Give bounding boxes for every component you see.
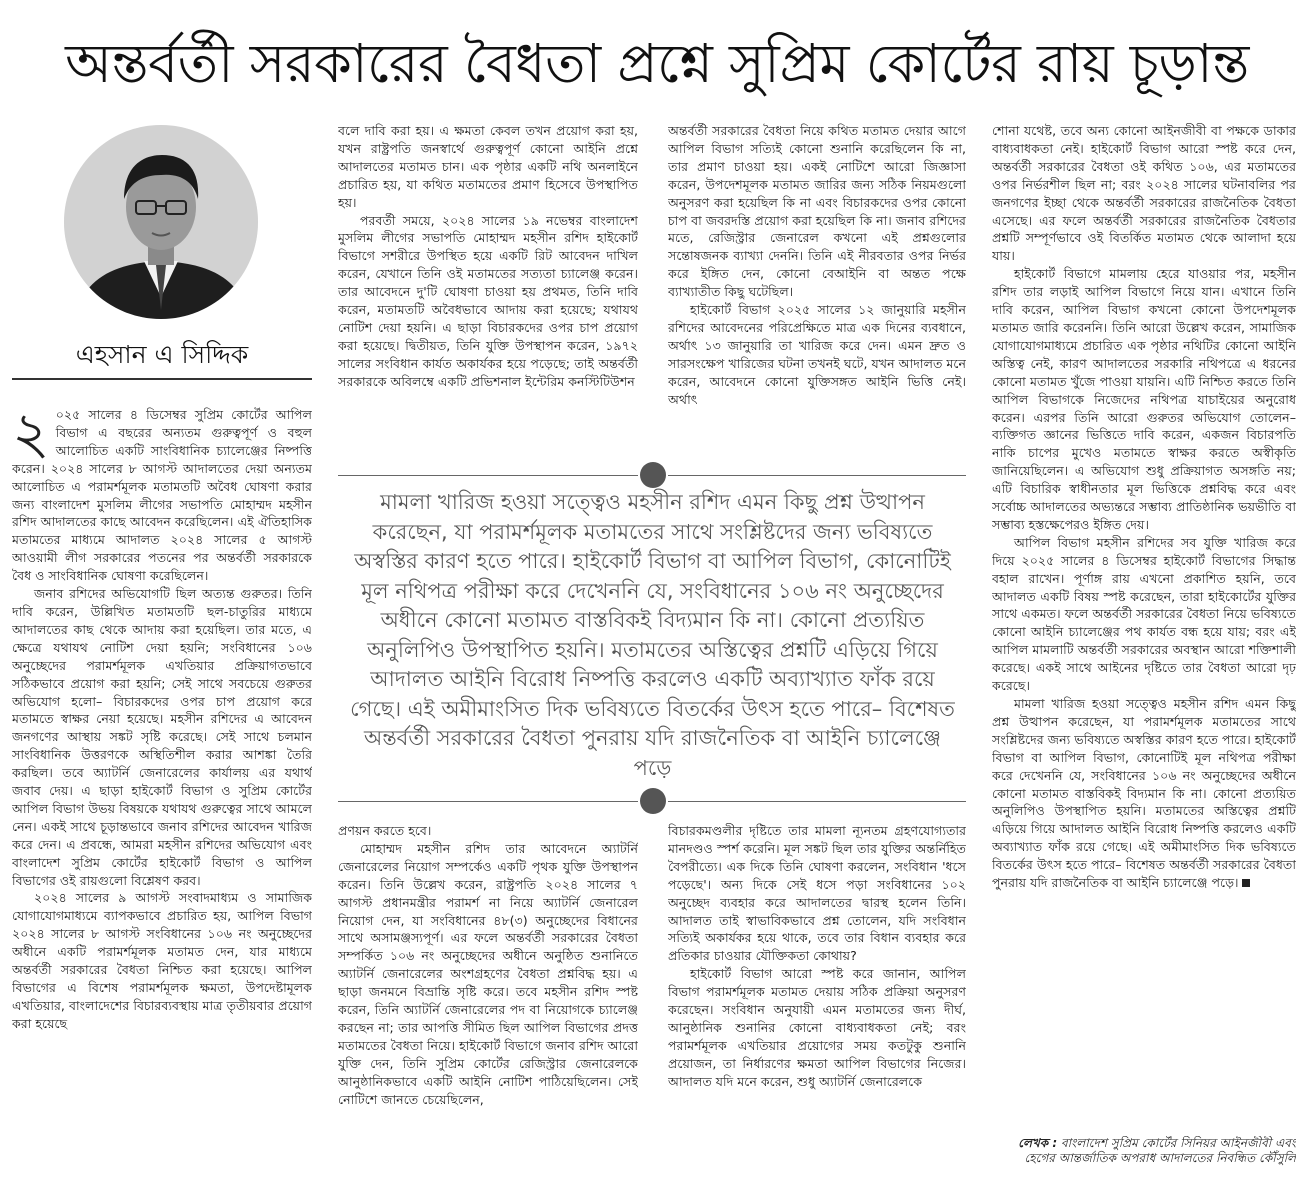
paragraph: পরবর্তী সময়ে, ২০২৪ সালের ১৯ নভেম্বর বাংলাদেশ মুসলিম লীগের সভাপতি মোহাম্মদ মহসীন রশিদ হাইকোর্ট বিভাগে সশরীরে উপস্থিত হয়ে একটি রিট আবেদন দাখিল করেন, যেখানে তিনি ওই মতামতের সত্যতা চ্যালেঞ্জ করেন। তার আবেদনে দু'টি ঘোষণা চাওয়া হয় প্রথমত, তিনি দাবি করেন, মতামতটি অবৈধভাবে আদায় করা হয়েছে; যথাযথ নোটিশ দেয়া হয়নি। এ ছাড়া বিচারকদের ওপর চাপ প্রয়োগ করা হয়েছে। দ্বিতীয়ত, তিনি যুক্তি উপস্থাপন করেন, ১৯৭২ সালের সংবিধান কার্যত অকার্যকর হয়ে পড়েছে; তাই অন্তর্বর্তী সরকারকে অবিলম্বে একটি প্রভিশনাল ইন্টেরিম কনস্টিটিউশন (338, 212, 638, 389)
paragraph: হাইকোর্ট বিভাগে মামলায় হেরে যাওয়ার পর, মহসীন রশিদ তার লড়াই আপিল বিভাগে নিয়ে যান। এখানে তিনি দাবি করেন, আপিল বিভাগ কখনো কোনো উপদেশমূলক মতামত জারি করেননি। তিনি আরো উল্লেখ করেন, সামাজিক যোগাযোগমাধ্যমে প্রচারিত এক পৃষ্ঠার নথিটির কোনো আইনি অস্তিত্ব নেই, কারণ আদালতের সরকারি নথিপত্রে এ ধরনের কোনো মতামত খুঁজে পাওয়া যায়নি। এটি নিশ্চিত করতে তিনি আপিল বিভাগকে নিজেদের নথিপত্র যাচাইয়ের অনুরোধ করেন। এরপর তিনি আরো গুরুতর অভিযোগ তোলেন– ব্যক্তিগত জ্ঞানের ভিত্তিতে দাবি করেন, একজন বিচারপতি নাকি চাপের মুখেও মতামতে স্বাক্ষর করতে অস্বীকৃতি জানিয়েছিলেন। এ অভিযোগ শুধু প্রক্রিয়াগত অসঙ্গতি নয়; এটি বিচারিক স্বাধীনতার মূল ভিত্তিকে প্রশ্নবিদ্ধ করে এবং সর্বোচ্চ আদালতের অভ্যন্তরে সম্ভাব্য প্রাতিষ্ঠানিক ভয়ভীতি বা সম্ভাব্য হস্তক্ষেপেরও ইঙ্গিত দেয়। (992, 266, 1296, 532)
paragraph-text: ০২৫ সালের ৪ ডিসেম্বর সুপ্রিম কোর্টের আপিল বিভাগ এ বছরের অন্যতম গুরুত্বপূর্ণ ও বহুল আলোচিত একটি সাংবিধানিক চ্যালেঞ্জের নিষ্পত্তি করেন। ২০২৪ সালের ৮ আগস্ট আদালতের দেয়া অন্যতম আলোচিত এ পরামর্শমূলক মতামতটি অবৈধ ঘোষণা করার জন্য বাংলাদেশ মুসলিম লীগের সভাপতি মোহাম্মদ মহসীন রশিদ আদালতের কাছে আবেদন করেছিলেন। এই ঐতিহাসিক মতামতের মাধ্যমে আদালত ২০২৪ সালের ৫ আগস্ট আওয়ামী লীগ সরকারের পতনের পর অন্তর্বর্তী সরকারকে বৈধ ও সাংবিধানিক ঘোষণা করেছিলেন। (12, 407, 312, 584)
paragraph: বলে দাবি করা হয়। এ ক্ষমতা কেবল তখন প্রয়োগ করা হয়, যখন রাষ্ট্রপতি জনস্বার্থে গুরুত্বপূর্ণ কোনো আইনি প্রশ্নে আদালতের মতামত চান। এক পৃষ্ঠার একটি নথি অনলাইনে প্রচারিত হয়, যা কথিত মতামতের প্রমাণ হিসেবে উপস্থাপিত হয়। (338, 123, 638, 210)
author-byline: এহসান এ সিদ্দিক (75, 340, 249, 369)
article-column-2-top (338, 122, 638, 457)
paragraph: প্রণয়ন করতে হবে। (338, 823, 432, 838)
author-note-text: বাংলাদেশ সুপ্রিম কোর্টের সিনিয়র আইনজীবী এবং হেগের আন্তর্জাতিক অপরাধ আদালতের নিবন্ধিত কৌঁসুলি (1024, 1136, 1296, 1165)
pullquote-top-rule (338, 475, 638, 476)
drop-cap: ২ (12, 406, 50, 467)
pullquote-bottom-dot (640, 788, 666, 814)
article-column-2-bottom (338, 822, 638, 1174)
pullquote-bottom-rule (668, 801, 966, 802)
byline-divider (12, 378, 312, 380)
author-note-label: লেখক : (1018, 1136, 1058, 1150)
paragraph: হাইকোর্ট বিভাগ আরো স্পষ্ট করে জানান, আপিল বিভাগ পরামর্শমূলক মতামত দেয়ায় সঠিক প্রক্রিয়া অনুসরণ করেছেন। সংবিধান অনুযায়ী এমন মতামতের জন্য দীর্ঘ, আনুষ্ঠানিক শুনানির কোনো বাধ্যবাধকতা নেই; বরং পরামর্শমূলক এখতিয়ার প্রয়োগের সময় কতটুকু শুনানি প্রয়োজন, তা নির্ধারণের ক্ষমতা আপিল বিভাগের নিজের। আদালত যদি মনে করেন, শুধু অ্যাটর্নি জেনারেলকে (668, 966, 966, 1089)
pull-quote: মামলা খারিজ হওয়া সত্ত্বেও মহসীন রশিদ এমন কিছু প্রশ্ন উত্থাপন করেছেন, যা পরামর্শমূলক মতামতের সাথে সংশ্লিষ্টদের জন্য ভবিষ্যতে অস্বস্তির কারণ হতে পারে। হাইকোর্ট বিভাগ বা আপিল বিভাগ, কোনোটিই মূল নথিপত্র পরীক্ষা করে দেখেননি যে, সংবিধানের ১০৬ নং অনুচ্ছেদের অধীনে কোনো মতামত বাস্তবিকই বিদ্যমান কি না। কোনো প্রত্যয়িত অনুলিপিও উপস্থাপিত হয়নি। মতামতের অস্তিত্বের প্রশ্নটি এড়িয়ে গিয়ে আদালত আইনি বিরোধ নিষ্পত্তি করলেও একটি অব্যাখ্যাত ফাঁক রয়ে গেছে। এই অমীমাংসিত দিক ভবিষ্যতে বিতর্কের উৎস হতে পারে– বিশেষত অন্তর্বর্তী সরকারের বৈধতা পুনরায় যদি রাজনৈতিক বা আইনি চ্যালেঞ্জে পড়ে (350, 490, 955, 780)
paragraph: বিচারকমণ্ডলীর দৃষ্টিতে তার মামলা ন্যূনতম গ্রহণযোগ্যতার মানদণ্ডও স্পর্শ করেনি। মূল সঙ্কট ছিল তার যুক্তির অন্তর্নিহিত বৈপরীত্যে। এক দিকে তিনি ঘোষণা করলেন, সংবিধান 'ধসে পড়েছে'। অন্য দিকে সেই ধসে পড়া সংবিধানের ১০২ অনুচ্ছেদ ব্যবহার করে আদালতের দ্বারস্থ হলেন তিনি। আদালত তাই স্বাভাবিকভাবে প্রশ্ন তোলেন, যদি সংবিধান সত্যিই অকার্যকর হয়ে থাকে, তবে তার বিধান ব্যবহার করে প্রতিকার চাওয়ার যৌক্তিকতা কোথায়? (668, 823, 966, 964)
pullquote-top-rule (668, 475, 966, 476)
paragraph-final (992, 695, 1296, 892)
paragraph-text: মামলা খারিজ হওয়া সত্ত্বেও মহসীন রশিদ এমন কিছু প্রশ্ন উত্থাপন করেছেন, যা পরামর্শমূলক মতামতের সাথে সংশ্লিষ্টদের জন্য ভবিষ্যতে অস্বস্তির কারণ হতে পারে। হাইকোর্ট বিভাগ বা আপিল বিভাগ, কোনোটিই মূল নথিপত্র পরীক্ষা করে দেখেননি যে, সংবিধানের ১০৬ নং অনুচ্ছেদের অধীনে কোনো মতামত বাস্তবিকই বিদ্যমান কি না। কোনো প্রত্যয়িত অনুলিপিও উপস্থাপিত হয়নি। মতামতের অস্তিত্বের প্রশ্নটি এড়িয়ে গিয়ে আদালত আইনি বিরোধ নিষ্পত্তি করলেও একটি অব্যাখ্যাত ফাঁক রয়ে গেছে। এই অমীমাংসিত দিক ভবিষ্যতে বিতর্কের উৎস হতে পারে– বিশেষত অন্তর্বর্তী সরকারের বৈধতা পুনরায় যদি রাজনৈতিক বা আইনি চ্যালেঞ্জে পড়ে। (992, 696, 1296, 891)
author-photo (64, 125, 258, 319)
article-column-3-bottom (668, 822, 966, 1174)
paragraph: জনাব রশিদের অভিযোগটি ছিল অত্যন্ত গুরুতর। তিনি দাবি করেন, উল্লিখিত মতামতটি ছল-চাতুরির মাধ্যমে আদালতের কাছ থেকে আদায় করা হয়েছিল। তার মতে, এ ক্ষেত্রে যথাযথ নোটিশ দেয়া হয়নি; সংবিধানের ১০৬ অনুচ্ছেদের পরামর্শমূলক এখতিয়ার প্রক্রিয়াগতভাবে সঠিকভাবে প্রয়োগ করা হয়নি; সেই সাথে সবচেয়ে গুরুতর অভিযোগ হলো– বিচারকদের ওপর চাপ প্রয়োগ করে মতামতে স্বাক্ষর নেয়া হয়েছে। মহসীন রশিদের এ আবেদন জনগণের আস্থায় সঙ্কট সৃষ্টি করেছে। সেই সাথে চলমান সাংবিধানিক উত্তরণকে অস্থিতিশীল করার আশঙ্কা তৈরি করছিল। তবে অ্যাটর্নি জেনারেলের কার্যালয় এর যথার্থ জবাব দেয়। এ ছাড়া হাইকোর্ট বিভাগ ও সুপ্রিম কোর্টের আপিল বিভাগ উভয় বিষয়কে যথাযথ গুরুত্বের সাথে আমলে নেন। একই সাথে চূড়ান্তভাবে জনাব রশিদের আবেদন খারিজ করে দেন। এ প্রবন্ধে, আমরা মহসীন রশিদের অভিযোগ এবং বাংলাদেশ সুপ্রিম কোর্টের হাইকোর্ট বিভাগ ও আপিল বিভাগের ওই রায়গুলো বিশ্লেষণ করব। (12, 586, 312, 888)
paragraph: শোনা যথেষ্ট, তবে অন্য কোনো আইনজীবী বা পক্ষকে ডাকার বাধ্যবাধকতা নেই। হাইকোর্ট বিভাগ আরো স্পষ্ট করে দেন, অন্তর্বর্তী সরকারের বৈধতা ওই কথিত ১০৬, এর মতামতের ওপর নির্ভরশীল ছিল না; বরং ২০২৪ সালের ঘটনাবলির পর জনগণের ইচ্ছা থেকে অন্তর্বর্তী সরকারের রাজনৈতিক বৈধতা এসেছে। এর ফলে অন্তর্বর্তী সরকারের রাজনৈতিক বৈধতার প্রশ্নটি সম্পূর্ণভাবে ওই বিতর্কিত মতামত থেকে আলাদা হয়ে যায়। (992, 123, 1296, 264)
paragraph: হাইকোর্ট বিভাগ ২০২৫ সালের ১২ জানুয়ারি মহসীন রশিদের আবেদনের পরিপ্রেক্ষিতে মাত্র এক দিনের ব্যবধানে, অর্থাৎ ১৩ জানুয়ারি তা খারিজ করে দেন। এমন দ্রুত ও সারসংক্ষেপ খারিজের ঘটনা তখনই ঘটে, যখন আদালত মনে করেন, আবেদনে কোনো যুক্তিসঙ্গত আইনি ভিত্তি নেই। অর্থাৎ (668, 302, 966, 407)
paragraph-lead (12, 406, 312, 585)
article-column-4 (992, 122, 1296, 1132)
paragraph: অন্তর্বর্তী সরকারের বৈধতা নিয়ে কথিত মতামত দেয়ার আগে আপিল বিভাগ সত্যিই কোনো শুনানি করেছিলেন কি না, তার প্রমাণ চাওয়া হয়। একই নোটিশে আরো জিজ্ঞাসা করেন, উপদেশমূলক মতামত জারির জন্য সঠিক নিয়মগুলো অনুসরণ করা হয়েছিল কি না এবং বিচারকদের ওপর কোনো চাপ বা জবরদস্তি প্রয়োগ করা হয়েছিল কি না। জনাব রশিদের মতে, রেজিস্ট্রার জেনারেল কখনো এই প্রশ্নগুলোর সন্তোষজনক ব্যাখ্যা দেননি। তিনি এই নীরবতার ওপর নির্ভর করে ইঙ্গিত দেন, কোনো বেআইনি বা অন্তত পক্ষে ব্যাখ্যাতীত কিছু ঘটেছিল। (668, 123, 966, 300)
article-headline: অন্তর্বর্তী সরকারের বৈধতা প্রশ্নে সুপ্রিম কোর্টের রায় চূড়ান্ত (65, 32, 1249, 95)
author-note (992, 1136, 1296, 1182)
paragraph: মোহাম্মদ মহসীন রশিদ তার আবেদনে অ্যাটর্নি জেনারেলের নিয়োগ সম্পর্কেও একটি পৃথক যুক্তি উপস্থাপন করেন। তিনি উল্লেখ করেন, রাষ্ট্রপতি ২০২৪ সালের ৭ আগস্ট প্রধানমন্ত্রীর পরামর্শ না নিয়ে অ্যাটর্নি জেনারেল নিয়োগ দেন, যা সংবিধানের ৪৮(৩) অনুচ্ছেদের বিধানের সাথে অসামঞ্জস্যপূর্ণ। এর ফলে অন্তর্বর্তী সরকারের বৈধতা সম্পর্কিত ১০৬ নং অনুচ্ছেদের অধীনে অনুষ্ঠিত শুনানিতে অ্যাটর্নি জেনারেলের অংশগ্রহণের বৈধতা প্রশ্নবিদ্ধ হয়। এ ছাড়া জনমনে বিভ্রান্তি সৃষ্টি করে। তবে মহসীন রশিদ স্পষ্ট করেন, তিনি অ্যাটর্নি জেনারেলের পদ বা নিয়োগকে চ্যালেঞ্জ করছেন না; তার আপত্তি সীমিত ছিল আপিল বিভাগের প্রদত্ত মতামতের বৈধতা নিয়ে। হাইকোর্ট বিভাগে জনাব রশিদ আরো যুক্তি দেন, তিনি সুপ্রিম কোর্টের রেজিস্ট্রার জেনারেলকে আনুষ্ঠানিকভাবে একটি আইনি নোটিশ পাঠিয়েছিলেন। সেই নোটিশে জানতে চেয়েছিলেন, (338, 840, 638, 1107)
pullquote-top-dot (640, 462, 666, 488)
paragraph: ২০২৪ সালের ৯ আগস্ট সংবাদমাধ্যম ও সামাজিক যোগাযোগমাধ্যমে ব্যাপকভাবে প্রচারিত হয়, আপিল বিভাগ ২০২৪ সালের ৮ আগস্ট সংবিধানের ১০৬ নং অনুচ্ছেদের অধীনে একটি পরামর্শমূলক মতামত দেন, যার মাধ্যমে অন্তর্বর্তী সরকারের বৈধতা নিশ্চিত করা হয়েছে। আপিল বিভাগের এ বিশেষ পরামর্শমূলক ক্ষমতা, উপদেষ্টামূলক এখতিয়ার, বাংলাদেশের বিচারব্যবস্থায় মাত্র তৃতীয়বার প্রয়োগ করা হয়েছে (12, 890, 312, 1031)
article-column-3-top (668, 122, 966, 457)
pullquote-bottom-rule (338, 801, 638, 802)
article-column-1 (12, 406, 312, 1176)
end-mark-icon (1242, 879, 1250, 887)
paragraph: আপিল বিভাগ মহসীন রশিদের সব যুক্তি খারিজ করে দিয়ে ২০২৫ সালের ৪ ডিসেম্বর হাইকোর্ট বিভাগের সিদ্ধান্ত বহাল রাখেন। পূর্ণাঙ্গ রায় এখনো প্রকাশিত হয়নি, তবে আদালত একটি বিষয় স্পষ্ট করেছেন, তারা হাইকোর্টের যুক্তির সাথে একমত। ফলে অন্তর্বর্তী সরকারের বৈধতা নিয়ে ভবিষ্যতে কোনো আইনি চ্যালেঞ্জের পথ কার্যত বন্ধ হয়ে যায়; বরং এই আপিল মামলাটি অন্তর্বর্তী সরকারের অবস্থান আরো শক্তিশালী করেছে। একই সাথে আইনের দৃষ্টিতে তার বৈধতা আরো দৃঢ় করেছে। (992, 534, 1296, 694)
